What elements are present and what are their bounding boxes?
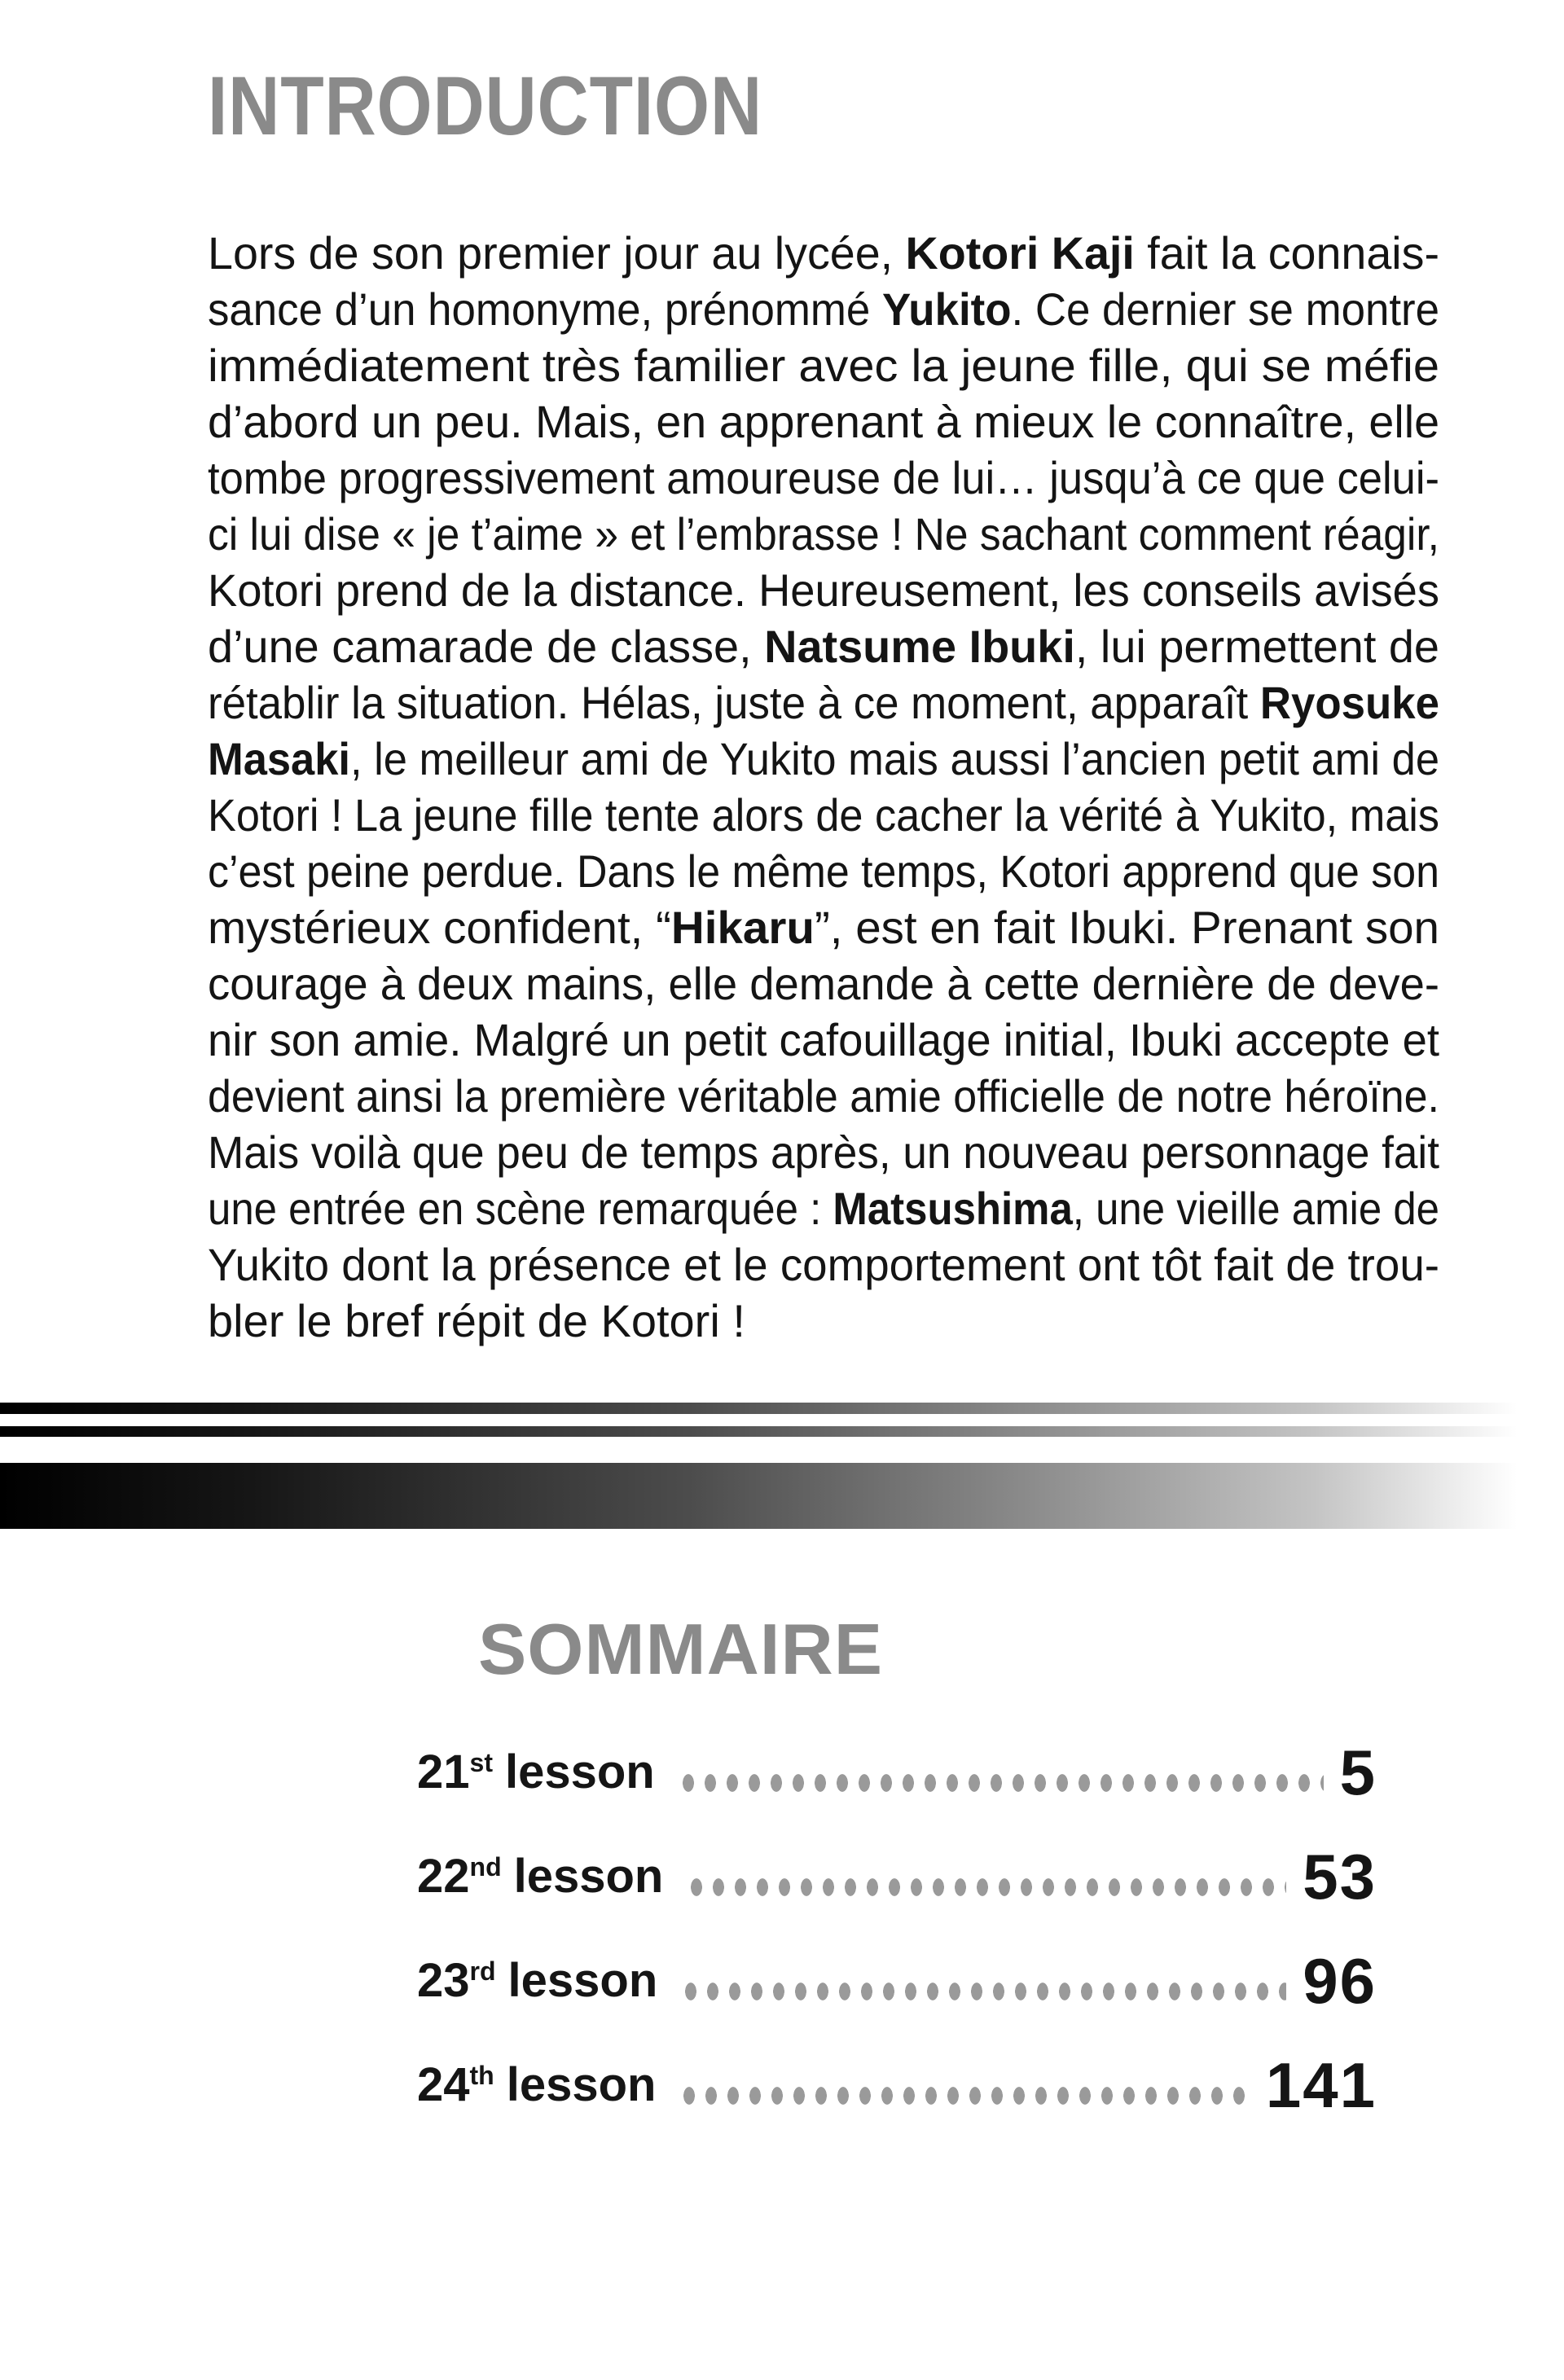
intro-line — [208, 450, 1439, 506]
toc-ordinal-superscript: nd — [469, 1852, 502, 1882]
toc-dot-leader — [686, 1877, 1286, 1897]
character-name-bold: Kotori Kaji — [905, 227, 1135, 279]
body-text: Yukito dont la présence et le comportement ont tôt fait de trou- — [208, 1239, 1439, 1290]
toc-lesson-word: lesson — [513, 1850, 664, 1903]
toc-dot-leader — [679, 2086, 1249, 2106]
divider-bar-thick — [0, 1463, 1564, 1529]
body-text: une entrée en scène remarquée : — [208, 1183, 833, 1234]
toc-page-number: 53 — [1303, 1841, 1377, 1912]
divider-bar-thin-1 — [0, 1403, 1564, 1414]
character-name-bold: Hikaru — [670, 902, 815, 953]
intro-line — [208, 955, 1439, 1012]
body-text: immédiatement très familier avec la jeune fille, qui se méfie — [208, 340, 1440, 391]
body-text: nir son amie. Malgré un petit cafouillage initial, Ibuki accepte et — [208, 1014, 1439, 1065]
character-name-bold: Yukito — [881, 283, 1012, 335]
toc-ordinal-superscript: rd — [469, 1956, 496, 1987]
toc-entry-label — [417, 1850, 664, 1903]
body-text: , lui permettent de — [1074, 621, 1439, 672]
intro-line — [208, 899, 1439, 955]
body-text: rétablir la situation. Hélas, juste à ce moment, apparaît — [208, 677, 1260, 728]
toc-ordinal-superscript: th — [469, 2061, 494, 2091]
introduction-paragraph — [208, 225, 1439, 1349]
intro-line — [208, 1180, 1439, 1236]
body-text: mystérieux confident, “ — [208, 902, 671, 953]
intro-line — [208, 281, 1439, 337]
intro-line — [208, 674, 1439, 731]
intro-line — [208, 731, 1439, 787]
table-of-contents — [417, 1720, 1377, 2137]
intro-line — [208, 618, 1439, 674]
body-text: Mais voilà que peu de temps après, un nouveau personnage fait — [208, 1126, 1439, 1178]
divider-bar-thin-2 — [0, 1426, 1564, 1437]
body-text: d’une camarade de classe, — [208, 621, 765, 672]
toc-lesson-word: lesson — [507, 1954, 658, 2007]
intro-line — [208, 393, 1439, 450]
intro-line — [208, 787, 1439, 843]
toc-entry-label — [417, 1954, 658, 2007]
intro-line — [208, 337, 1439, 393]
body-text: c’est peine perdue. Dans le même temps, Kotori apprend que son — [208, 845, 1439, 897]
intro-line — [208, 1293, 745, 1349]
toc-page-number: 141 — [1265, 2049, 1377, 2121]
body-text: ”, est en fait Ibuki. Prenant son — [814, 902, 1440, 953]
body-text: fait la connais- — [1134, 227, 1439, 279]
body-text: ci lui dise « je t’aime » et l’embrasse ! Ne sachant comment réagir, — [208, 508, 1439, 560]
intro-line — [208, 1012, 1439, 1068]
body-text: Kotori prend de la distance. Heureusement, les conseils avisés — [208, 564, 1439, 616]
sommaire-title: SOMMAIRE — [478, 1609, 883, 1689]
toc-ordinal-superscript: st — [469, 1748, 493, 1778]
toc-row — [417, 2033, 1377, 2137]
body-text: Lors de son premier jour au lycée, — [208, 227, 906, 279]
toc-row — [417, 1929, 1377, 2033]
toc-entry-number: 21 — [417, 1745, 470, 1798]
toc-entry-number: 23 — [417, 1954, 470, 2007]
intro-line — [208, 562, 1439, 618]
toc-row — [417, 1825, 1377, 1929]
toc-page-number: 96 — [1303, 1945, 1377, 2017]
toc-page-number: 5 — [1339, 1737, 1377, 1808]
toc-entry-number: 24 — [417, 2058, 470, 2111]
intro-line — [208, 1124, 1439, 1180]
toc-entry-label — [417, 1745, 655, 1798]
toc-entry-label — [417, 2058, 657, 2111]
character-name-bold: Natsume Ibuki — [764, 621, 1075, 672]
body-text: d’abord un peu. Mais, en apprenant à mieux le connaître, elle — [208, 396, 1439, 447]
intro-line — [208, 1236, 1439, 1293]
body-text: tombe progressivement amoureuse de lui… jusqu’à ce que celui- — [208, 452, 1439, 503]
body-text: . Ce dernier se montre — [1011, 283, 1439, 335]
body-text: , une vieille amie de — [1072, 1183, 1439, 1234]
character-name-bold: Masaki — [208, 733, 350, 784]
intro-line — [208, 1068, 1439, 1124]
body-text: courage à deux mains, elle demande à cette dernière de deve- — [208, 958, 1439, 1009]
toc-lesson-word: lesson — [506, 2058, 657, 2111]
character-name-bold: Ryosuke — [1259, 677, 1439, 728]
toc-row — [417, 1720, 1377, 1825]
intro-line — [208, 225, 1439, 281]
toc-dot-leader — [680, 1982, 1286, 2001]
toc-lesson-word: lesson — [504, 1745, 655, 1798]
body-text: sance d’un homonyme, prénommé — [208, 283, 882, 335]
introduction-title: INTRODUCTION — [208, 59, 762, 152]
toc-entry-number: 22 — [417, 1850, 470, 1903]
body-text: , le meilleur ami de Yukito mais aussi l’ancien petit ami de — [349, 733, 1439, 784]
body-text: devient ainsi la première véritable amie officielle de notre héroïne. — [208, 1070, 1439, 1122]
toc-dot-leader — [678, 1773, 1324, 1793]
intro-line — [208, 843, 1439, 899]
body-text: Kotori ! La jeune fille tente alors de cacher la vérité à Yukito, mais — [208, 789, 1439, 841]
character-name-bold: Matsushima — [833, 1183, 1073, 1234]
intro-line — [208, 506, 1439, 562]
body-text: bler le bref répit de Kotori ! — [208, 1295, 745, 1346]
